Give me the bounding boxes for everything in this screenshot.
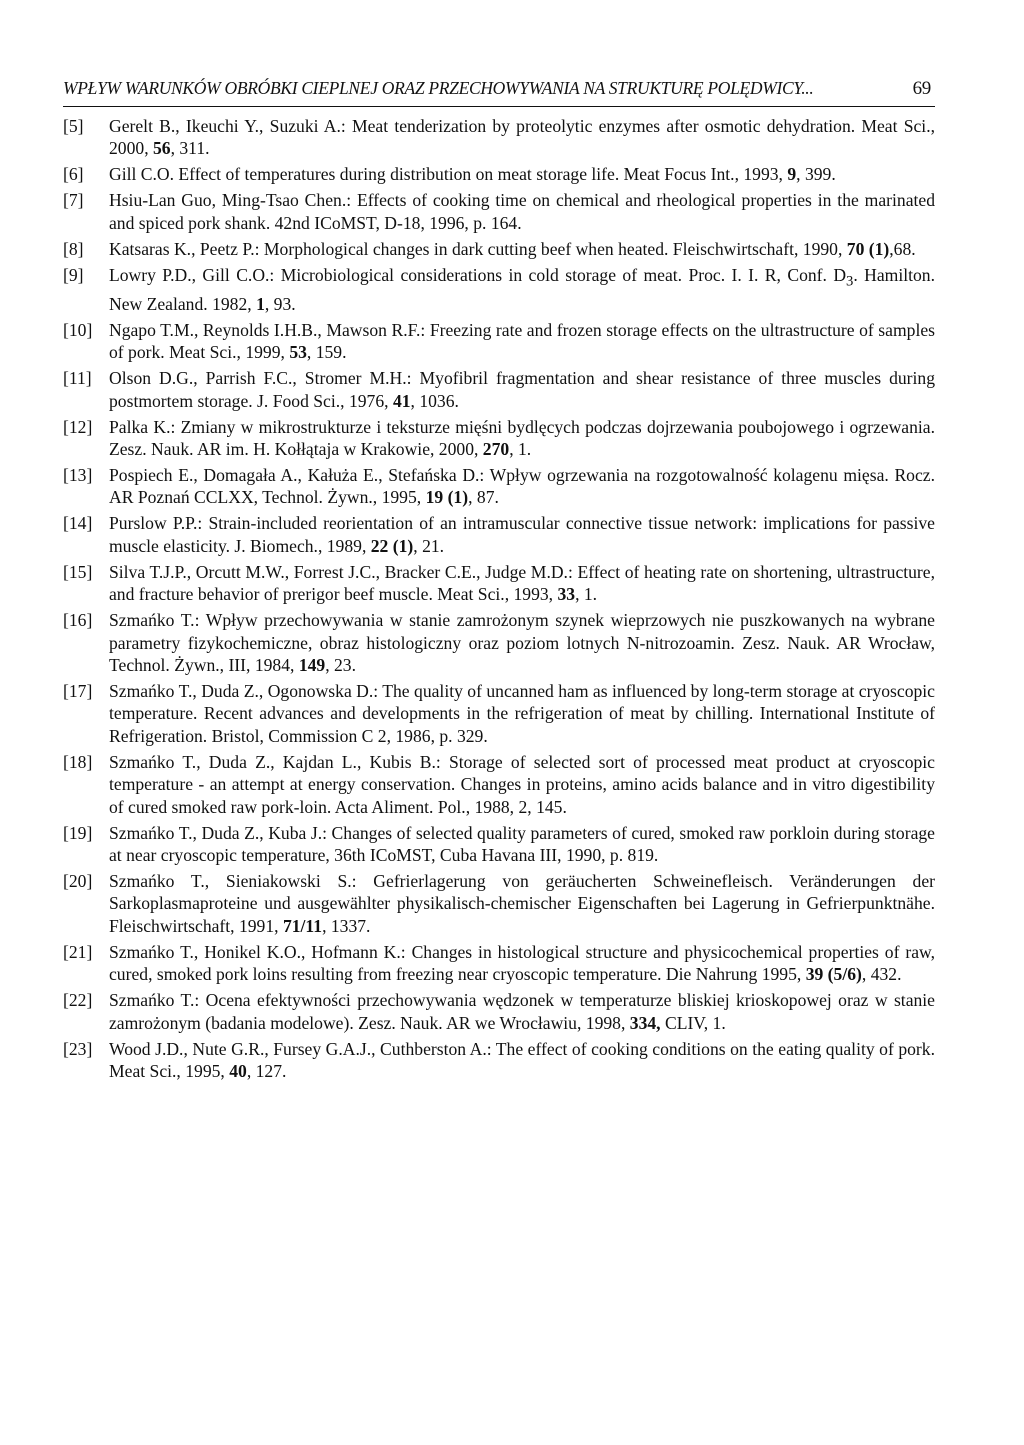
- reference-item: [63, 115, 935, 160]
- page-number: 69: [912, 78, 931, 99]
- reference-item: [63, 561, 935, 606]
- running-title: WPŁYW WARUNKÓW OBRÓBKI CIEPLNEJ ORAZ PRZECHOWYWANIA NA STRUKTURĘ POLĘDWICY...: [63, 78, 814, 98]
- reference-number: [21]: [63, 941, 93, 962]
- reference-text: Silva T.J.P., Orcutt M.W., Forrest J.C., Bracker C.E., Judge M.D.: Effect of heating rate on shortening, ultrastructure, and fracture behavior of prerigor beef muscle. Meat Sci., 1993, 33, 1.: [109, 561, 935, 605]
- reference-number: [16]: [63, 610, 93, 631]
- reference-item: [63, 512, 935, 557]
- reference-item: [63, 822, 935, 867]
- reference-text: Szmańko T., Duda Z., Kuba J.: Changes of selected quality parameters of cured, smoked raw porkloin during storage at near cryoscopic temperature, 36th ICoMST, Cuba Havana III, 1990, p. 819.: [109, 822, 935, 866]
- reference-number: [18]: [63, 751, 93, 772]
- reference-text: Hsiu-Lan Guo, Ming-Tsao Chen.: Effects of cooking time on chemical and rheological properties in the marinated and spiced pork shank. 42nd ICoMST, D-18, 1996, p. 164.: [109, 190, 935, 233]
- reference-text: Szmańko T., Sieniakowski S.: Gefrierlagerung von geräucherten Schweinefleisch. Veränderungen der Sarkoplasmaproteine und ausgewählter physikalisch-chemischer Eigenschaften bei Lagerung in Gefrierpunktnähe. Fleischwirtschaft, 1991, 71/11, 1337.: [109, 871, 935, 936]
- document-page: [63, 78, 935, 1086]
- reference-text: Szmańko T., Duda Z., Ogonowska D.: The quality of uncanned ham as influenced by long-term storage at cryoscopic temperature. Recent advances and developments in the refrigeration of meat by chilling. International Institute of Refrigeration. Bristol, Commission C 2, 1986, p. 329.: [109, 680, 935, 746]
- reference-number: [5]: [63, 116, 84, 136]
- reference-item: [63, 238, 935, 260]
- reference-item: [63, 941, 935, 986]
- reference-text: Olson D.G., Parrish F.C., Stromer M.H.: Myofibril fragmentation and shear resistance of three muscles during postmortem storage. J. Food Sci., 1976, 41, 1036.: [109, 368, 935, 411]
- reference-number: [22]: [63, 990, 93, 1011]
- reference-text: Wood J.D., Nute G.R., Fursey G.A.J., Cuthberston A.: The effect of cooking conditions on the eating quality of pork. Meat Sci., 1995, 40, 127.: [109, 1038, 935, 1082]
- reference-text: Szmańko T., Honikel K.O., Hofmann K.: Changes in histological structure and physicochemical properties of raw, cured, smoked pork loins resulting from freezing near cryoscopic temperature. Die Nahrung 1995, 39 (5/6), 432.: [109, 941, 935, 985]
- reference-text: Ngapo T.M., Reynolds I.H.B., Mawson R.F.: Freezing rate and frozen storage effects on the ultrastructure of samples of pork. Meat Sci., 1999, 53, 159.: [109, 319, 935, 363]
- reference-item: [63, 1038, 935, 1083]
- reference-text: Katsaras K., Peetz P.: Morphological changes in dark cutting beef when heated. Fleischwirtschaft, 1990, 70 (1),68.: [109, 238, 916, 259]
- reference-item: [63, 464, 935, 509]
- reference-text: Purslow P.P.: Strain-included reorientation of an intramuscular connective tissue network: implications for passive muscle elasticity. J. Biomech., 1989, 22 (1), 21.: [109, 513, 935, 556]
- reference-number: [17]: [63, 680, 93, 701]
- reference-number: [20]: [63, 871, 93, 892]
- reference-list: [63, 115, 935, 1082]
- reference-number: [7]: [63, 190, 84, 211]
- reference-number: [23]: [63, 1038, 93, 1059]
- reference-number: [19]: [63, 822, 93, 843]
- reference-item: [63, 264, 935, 315]
- reference-number: [6]: [63, 164, 84, 185]
- reference-item: [63, 609, 935, 676]
- reference-number: [9]: [63, 264, 84, 285]
- reference-item: [63, 870, 935, 937]
- reference-number: [8]: [63, 238, 84, 259]
- reference-item: [63, 163, 935, 185]
- reference-number: [11]: [63, 368, 92, 389]
- running-header: [63, 78, 935, 107]
- reference-text: Szmańko T.: Wpływ przechowywania w stanie zamrożonym szynek wieprzowych nie puszkowanych na wybrane parametry fizykochemiczne, obraz histologiczny oraz poziom lotnych N-nitrozoamin. Zesz. Nauk. AR Wrocław, Technol. Żywn., III, 1984, 149, 23.: [109, 610, 935, 675]
- reference-number: [13]: [63, 464, 93, 485]
- reference-text: Pospiech E., Domagała A., Kałuża E., Stefańska D.: Wpływ ogrzewania na rozgotowalność kolagenu mięsa. Rocz. AR Poznań CCLXX, Technol. Żywn., 1995, 19 (1), 87.: [109, 464, 935, 508]
- reference-text: Palka K.: Zmiany w mikrostrukturze i teksturze mięśni bydlęcych podczas dojrzewania poubojowego i ogrzewania. Zesz. Nauk. AR im. H. Kołłątaja w Krakowie, 2000, 270, 1.: [109, 416, 935, 459]
- reference-text: Szmańko T.: Ocena efektywności przechowywania wędzonek w temperaturze bliskiej krioskopowej oraz w stanie zamrożonym (badania modelowe). Zesz. Nauk. AR we Wrocławiu, 1998, 334, CLIV, 1.: [109, 990, 935, 1033]
- reference-item: [63, 751, 935, 818]
- reference-text: Gill C.O. Effect of temperatures during distribution on meat storage life. Meat Focus Int., 1993, 9, 399.: [109, 164, 836, 185]
- reference-item: [63, 319, 935, 364]
- reference-item: [63, 367, 935, 412]
- reference-text: Lowry P.D., Gill C.O.: Microbiological considerations in cold storage of meat. Proc. I. I. R, Conf. $D_3$. Hamilton. New Zealand. 1982, 1, 93.: [109, 264, 936, 314]
- reference-number: [12]: [63, 416, 93, 437]
- reference-number: [15]: [63, 561, 93, 582]
- reference-item: [63, 416, 935, 461]
- reference-item: [63, 189, 935, 234]
- reference-text: Szmańko T., Duda Z., Kajdan L., Kubis B.: Storage of selected sort of processed meat product at cryoscopic temperature - an attempt at energy conservation. Changes in proteins, amino acids balance and in vitro digestibility of cured smoked raw pork-loin. Acta Aliment. Pol., 1988, 2, 145.: [109, 751, 935, 817]
- reference-number: [10]: [63, 319, 93, 340]
- reference-number: [14]: [63, 513, 93, 534]
- reference-item: [63, 989, 935, 1034]
- reference-text: Gerelt B., Ikeuchi Y., Suzuki A.: Meat tenderization by proteolytic enzymes after osmotic dehydration. Meat Sci., 2000, 56, 311.: [109, 116, 935, 159]
- reference-item: [63, 680, 935, 747]
